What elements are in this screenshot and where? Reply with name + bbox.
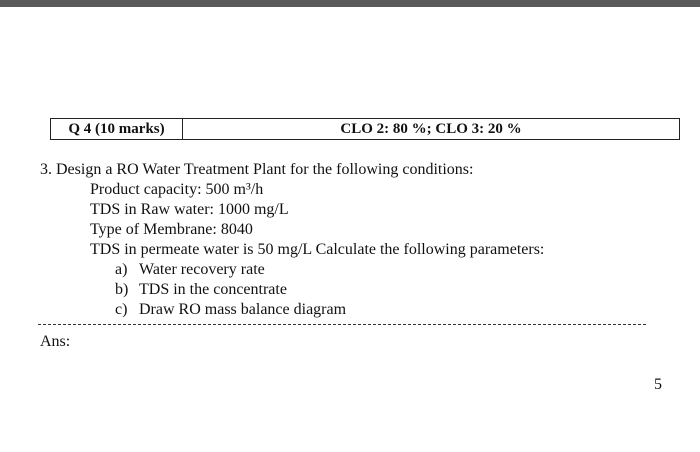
condition-tds-permeate: TDS in permeate water is 50 mg/L Calculate the following parameters: (90, 241, 545, 258)
question-intro: 3. Design a RO Water Treatment Plant for the following conditions: (40, 161, 474, 178)
condition-product-capacity: Product capacity: 500 m³/h (90, 181, 264, 198)
question-marks-cell: Q 4 (10 marks) (51, 119, 183, 139)
part-c-marker: c) (115, 301, 128, 318)
question-body (40, 160, 544, 320)
part-a-text: Water recovery rate (139, 261, 265, 278)
top-bar (0, 0, 700, 7)
part-a (115, 260, 544, 280)
part-b-marker: b) (115, 281, 129, 298)
part-c (115, 300, 544, 320)
condition-tds-raw: TDS in Raw water: 1000 mg/L (90, 201, 289, 218)
part-b (115, 280, 544, 300)
part-b-text: TDS in the concentrate (139, 281, 287, 298)
question-header-table (50, 118, 680, 140)
clo-cell: CLO 2: 80 %; CLO 3: 20 % (340, 120, 522, 137)
page-number: 5 (654, 376, 662, 393)
part-a-marker: a) (115, 261, 128, 278)
condition-membrane-type: Type of Membrane: 8040 (90, 221, 253, 238)
answer-label: Ans: (40, 333, 71, 350)
dashed-divider (38, 324, 646, 325)
part-c-text: Draw RO mass balance diagram (139, 301, 347, 318)
